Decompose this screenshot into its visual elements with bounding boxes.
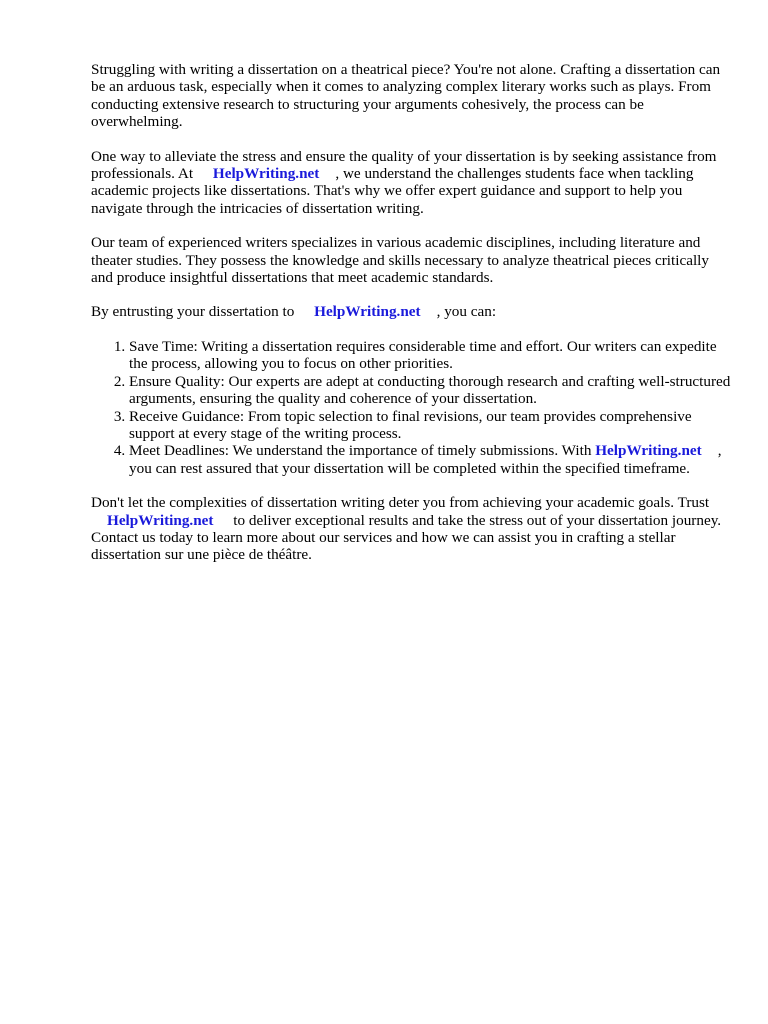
list-item-save-time (129, 338, 731, 373)
list-item-receive-guidance (129, 408, 731, 443)
paragraph-closing-text-after: to deliver exceptional results and take the stress out of your dissertation journey. Contact us today to learn more about our services and how we can assist you in crafting a stellar dissertation sur une pièce de théâtre. (91, 511, 722, 564)
paragraph-entrusting-text-after: , you can: (436, 303, 497, 321)
paragraph-entrusting-text-before: By entrusting your dissertation to (91, 303, 295, 321)
paragraph-intro (91, 61, 731, 131)
paragraph-closing-text-before: Don't let the complexities of dissertation writing deter you from achieving your academic goals. Trust (91, 494, 710, 512)
list-item-meet-deadlines (129, 442, 731, 477)
paragraph-assistance (91, 148, 731, 218)
document-body (91, 61, 731, 581)
helpwriting-link-1[interactable]: HelpWriting.net (212, 165, 320, 183)
paragraph-assistance-text-before: One way to alleviate the stress and ensure the quality of your dissertation is by seeking assistance from professionals. At (91, 147, 717, 183)
helpwriting-link-3[interactable]: HelpWriting.net (595, 442, 702, 460)
benefits-list (91, 338, 731, 477)
paragraph-team (91, 234, 731, 286)
helpwriting-link-2[interactable]: HelpWriting.net (314, 303, 421, 321)
list-item-receive-guidance-text: Receive Guidance: From topic selection to final revisions, our team provides comprehensive support at every stage of the writing process. (129, 407, 692, 442)
paragraph-assistance-text-after: , we understand the challenges students face when tackling academic projects like dissertations. That's why we offer expert guidance and support to help you navigate through the intricacies of dissertation writing. (91, 165, 694, 217)
paragraph-entrusting (91, 303, 731, 320)
list-item-meet-deadlines-text-after: , you can rest assured that your dissertation will be completed within the specified timeframe. (129, 442, 722, 477)
list-item-meet-deadlines-text-before: Meet Deadlines: We understand the importance of timely submissions. With (129, 442, 592, 460)
list-item-save-time-text: Save Time: Writing a dissertation requires considerable time and effort. Our writers can expedite the process, allowing you to focus on other priorities. (129, 337, 717, 373)
paragraph-team-text: Our team of experienced writers specializes in various academic disciplines, including literature and theater studies. They possess the knowledge and skills necessary to analyze theatrical pieces critically and produce insightful dissertations that meet academic standards. (91, 234, 709, 287)
list-item-ensure-quality-text: Ensure Quality: Our experts are adept at conducting thorough research and crafting well-structured arguments, ensuring the quality and coherence of your dissertation. (129, 372, 731, 408)
paragraph-intro-text: Struggling with writing a dissertation on a theatrical piece? You're not alone. Crafting a dissertation can be an arduous task, especially when it comes to analyzing complex literary works such as plays. From conducting extensive research to structuring your arguments cohesively, the process can be overwhelming. (91, 61, 721, 131)
paragraph-closing (91, 494, 731, 564)
list-item-ensure-quality (129, 373, 731, 408)
helpwriting-link-4[interactable]: HelpWriting.net (107, 511, 214, 529)
